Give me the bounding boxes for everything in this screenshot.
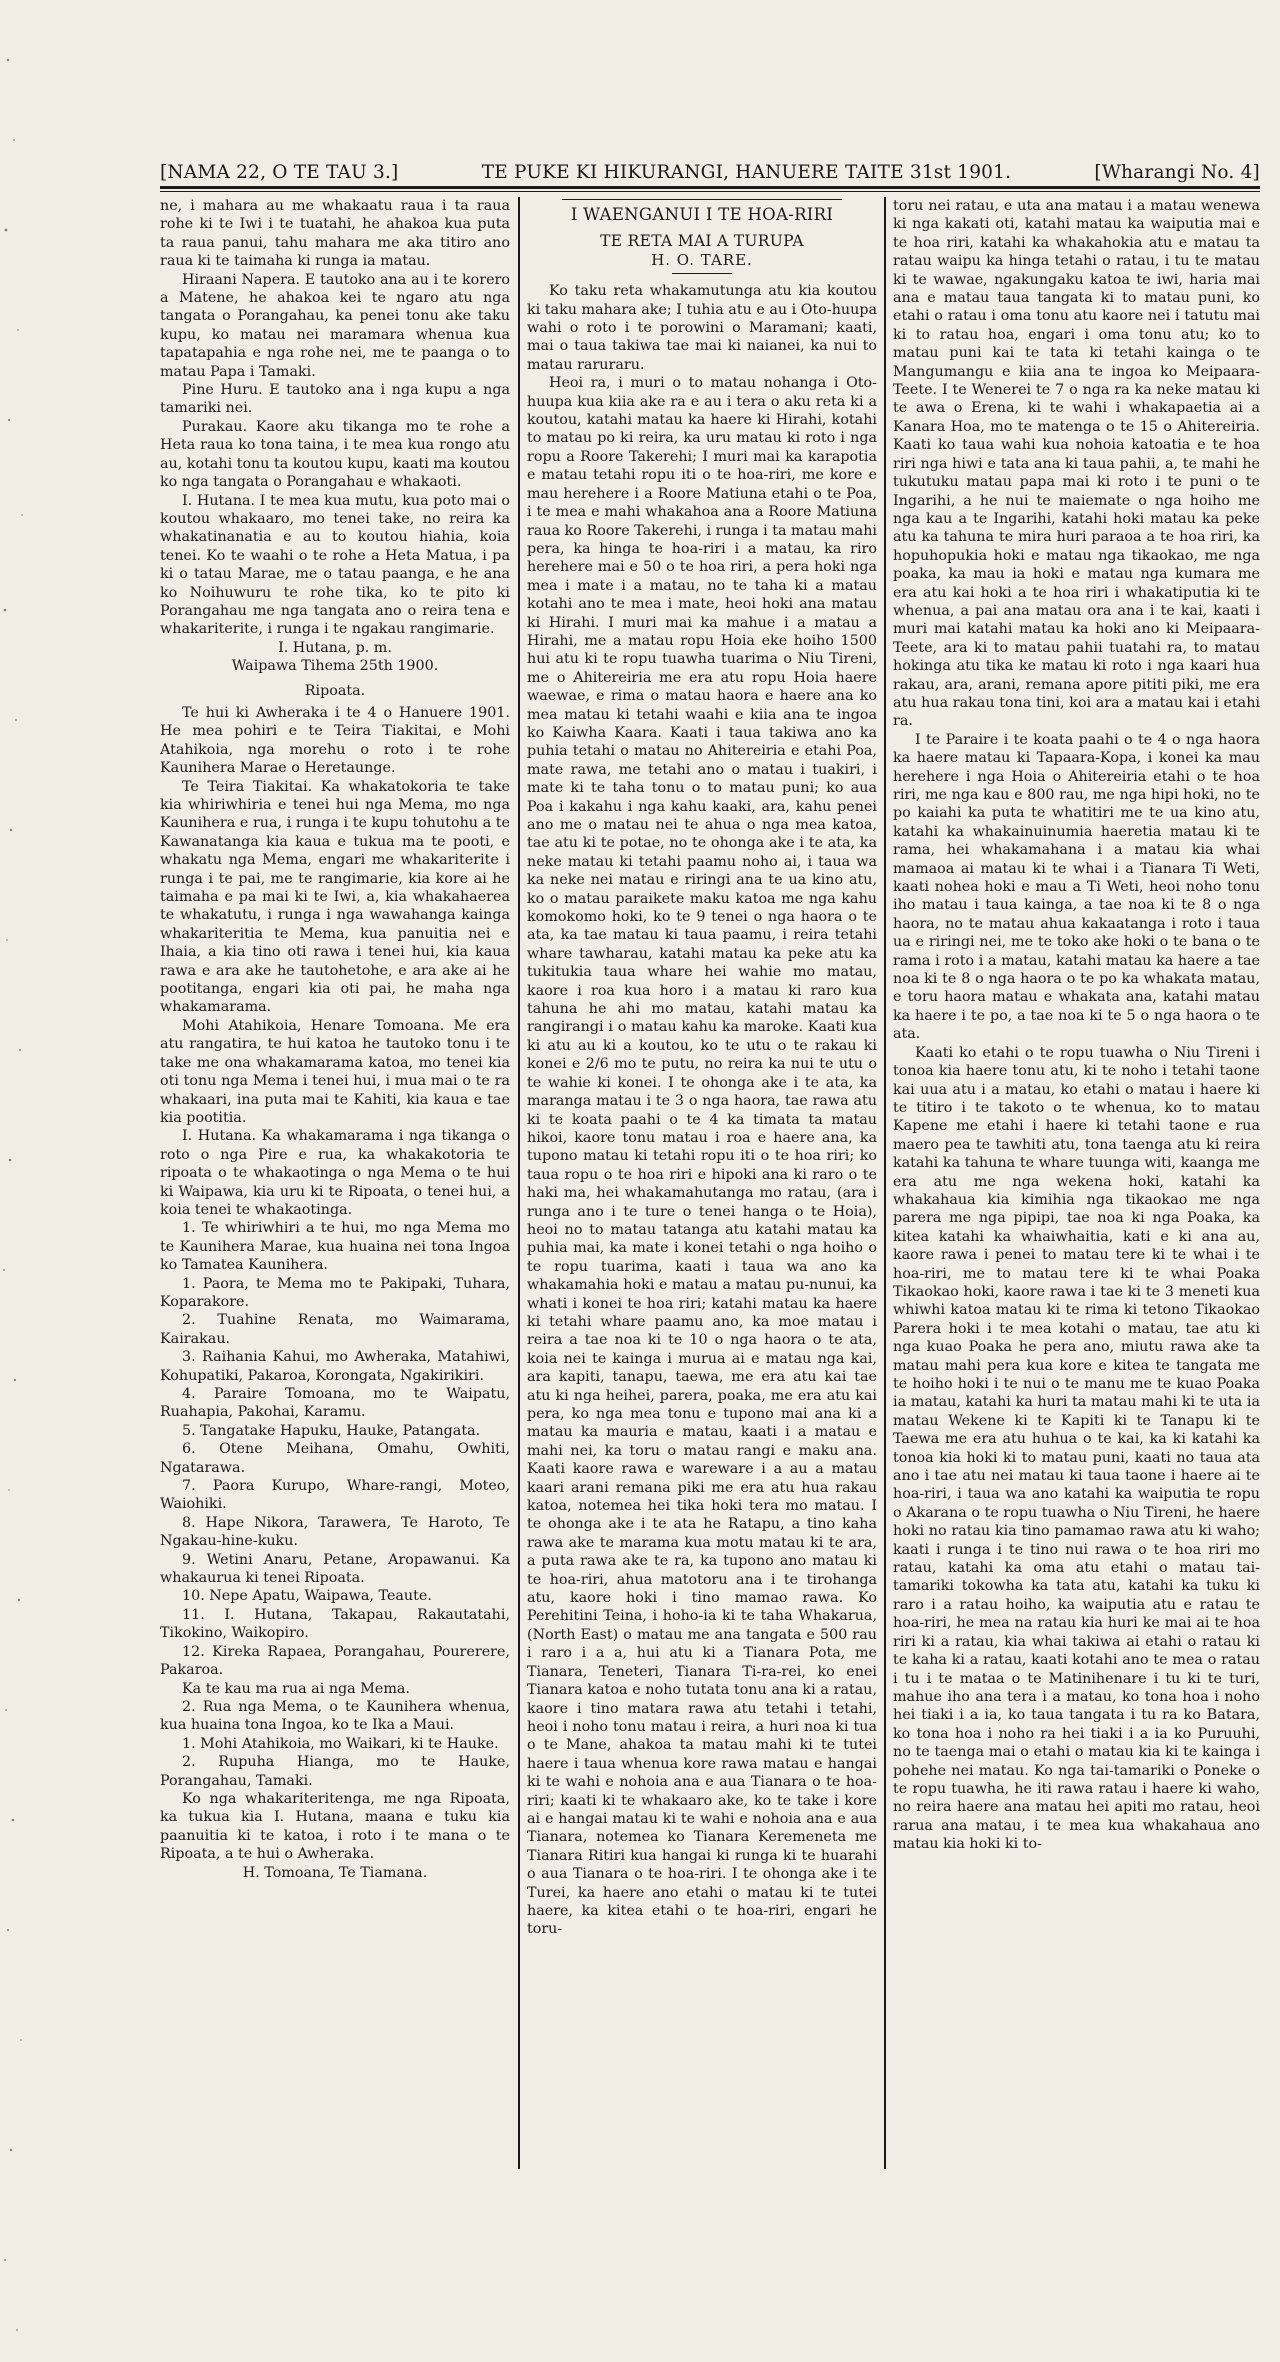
paper-title-date: TE PUKE KI HIKURANGI, HANUERE TAITE 31st 1901. [481,161,1012,183]
signature: H. Tomoana, Te Tiamana. [242,1864,428,1881]
article-paragraph: Ko taku reta whakamutunga atu kia koutou ki taku mahara ake; I tuhia atu e au i Oto-huupa wahi o roto i te porowini o Maramani; kaati, mai o taua takiwa tae mai ki naianei, ka nui to matau raruraru. [527,283,877,373]
list-item: 2. Tuahine Renata, mo Waimarama, Kairakau. [160,1312,510,1347]
column-divider [518,197,520,2169]
masthead [160,160,1260,184]
article-paragraph: Mohi Atahikoia, Henare Tomoana. Me era atu rangatira, te hui katoa he tautoko tonu i te take me ona whakamarama katoa, mo tenei kia oti tonu nga Mema i tenei hui, i mua mai o te ra whakaari, ina puta mai te Kahiti, kia kaua e tae kia pootitia. [160,1017,510,1126]
article-paragraph: Heoi ra, i muri o to matau nohanga i Oto-huupa kua kiia ake ra e au i tera o aku reta ki a koutou, katahi matau ka haere ki Hirahi, kotahi to matau po ki reira, ka uru matau ki roto i nga ropu a Roore Takerehi; I muri mai ka karapotia e matau tetahi ropu iti o te hoa-riri, me kore e mau herehere i a Roore Matiuna etahi o te Poa, i te mea e mahi whakahoa ana a Roore Matiuna raua ko Roore Takerehi, i runga i ta matau mahi pera, ka hinga te hoa-riri i a matau, ka riro herehere mai e 50 o te hoa riri, a pera hoki nga mea i mate i a matau, no te taha ki a matau kotahi ano te mea i mate, heoi hoki ana matau ki Hirahi. I muri mai ka mahue i a matau a Hirahi, me a matau ropu Hoia eke hoiho 1500 hui atu ki te ropu tuawha tuarima o Niu Tireni, me o Ahitereiria me era atu ropu Hoia haere waewae, e rima o matau haora e haere ana ko mea matau ki tetahi waahi e kiia ana te ingoa ko Kaiwha Kaara. Kaati i taua takiwa ano ka puhia tetahi o matau no Ahitereiria e etahi Poa, mate rawa, me tetahi ano o matau i tuakiri, i mate ki te taha tonu o to matau puni; ko aua Poa i kakahu i nga kahu kaaki, ara, kahu penei ano me o matau nei te ahua o nga mea katoa, tae atu ki te potae, no te ohonga ake i te ata, ka neke matau ki tetahi paamu noho ai, i taua wa ka neke nei matau e riringi ana te ua kino atu, ko o matau paraikete maku katoa me nga kahu komokomo hoki, ko te 9 tenei o nga haora o te ata, ka tae matau ki taua paamu, i reira tetahi whare tawharau, katahi matau ka peke atu ka tukitukia taua whare hei wahie mo matau, kaore i roa kua horo i a matau ki raro kua tahuna he ahi mo matau, katahi matau ka rangirangi i o matau kahu ka maroke. Kaati kua ki atu au ki a koutou, ko te utu o te rakau ki konei e 2/6 mo te putu, no reira ka nui te utu o te wahie ki konei. I te ohonga ake i te ata, ka maranga matau i te 3 o nga haora, tae rawa atu ki te koata paahi o te 4 ka timata ta matau hikoi, kaore tonu matau i roa e haere ana, ka tupono matau ki tetahi ropu iti o te hoa riri; ko taua ropu o te hoa riri e hipoki ana ki raro o te haki ma, hei whakamahutanga mo ratau, (ara i runga ano i te ture o tenei hanga o te Hoia), heoi no to matau tatanga atu katahi matau ka puhia mai, ka mate i konei tetahi o nga hoiho o te ropu tuarima, kaati i taua wa ano ka whakamahia hoki e matau a matau pu-nunui, ka whati i konei te hoa riri; katahi matau ka haere ki tetahi whare paamu ano, ka moe matau i reira a tae noa ki te 10 o nga haora o te ata, koia nei te kainga i murua ai e matau nga kai, ara kapiti, tanapu, taewa, me era atu kai tae atu ki nga heihei, parera, poaka, me era atu kai pera, ko nga mea tonu e tupono mai ana ki a matau ka mauria e matau, kaati i a matau e mahi nei, ka toru o matau rangi e maku ana. Kaati kaore rawa e wareware i a au a matau kaari arani remana piki me era atu hua rakau katoa, notemea hei tika hoki tera mo matau. I te ohonga ake i te ata he Ratapu, a tino kaha rawa ake te marama kua motu matau ki te ara, a puta rawa ake te ra, ka tupono ano matau ki te hoa-riri, ahua matotoru ana i te tirohanga atu, kaore hoki i tino mamao rawa. Ko Perehitini Teina, i hoho-ia ki te taha Whakarua, (North East) o matau me ana tangata e 500 rau i raro i a a, hui atu ki a Tianara Pota, me Tianara, Teneteri, Tianara Ti-ra-rei, ko enei Tianara katoa e noho tutata tonu ana ki a ratau, kaore i tino matara rawa atu tetahi i tetahi, heoi i noho tonu matau i reira, a huri noa ki tua o te Mane, ahakoa ta matau mahi ki te tutei haere i taua whenua kore rawa matau e hangai ki te wahi e nohoia ana e aua Tianara o te hoa-riri; kaati ki te whakaaro ake, ko te take i kore ai e hangai matau ki te wahi e nohoia ana e aua Tianara, notemea ko Tianara Keremeneta me Tianara Ritiri kua hangai ki runga ki te huarahi o aua Tianara o te hoa-riri. I te ohonga ake i te Turei, ka haere ano etahi o matau ki te tutei haere, ka kitea etahi o te hoa-riri, engari he toru- [527,375,877,1938]
article-paragraph: ne, i mahara au me whakaatu raua i ta raua rohe ki te Iwi i te tuatahi, he ahakoa kua puta ta raua panui, tahu mahara me aka titiro ano raua ki te taimaha ki runga ia matau. [160,198,510,270]
list-item: 12. Kireka Rapaea, Porangahau, Pourerere, Pakaroa. [160,1643,510,1679]
list-item: 2. Rupuha Hianga, mo te Hauke, Porangahau, Tamaki. [160,1754,510,1789]
masthead-rule [160,186,1260,189]
article-paragraph: I. Hutana. Ka whakamarama i nga tikanga o roto o nga Pire e rua, ka whakakotoria te ripoata o te whakaotinga o nga Mema o te hui ki Waipawa, kia uru ki te Ripoata, o tenei hui, a koia tenei te whakaotinga. [160,1128,510,1218]
article-title: TE RETA MAI A TURUPA [600,232,804,251]
list-item: 9. Wetini Anaru, Petane, Aropawanui. Ka whakaurua ki tenei Ripoata. [160,1551,510,1587]
masthead-rule-thin [160,191,1260,192]
page-edge-speckle [0,0,70,2362]
list-item: 4. Paraire Tomoana, mo te Waipatu, Ruahapia, Pakohai, Karamu. [160,1386,510,1421]
article-paragraph: I. Hutana. I te mea kua mutu, kua poto mai o koutou whakaaro, mo tenei take, no reira ka whakatinanatia e au to koutou hiahia, koia tenei. Ko te waahi o te rohe a Heta Matua, i pa ki o tatau Marae, me o tatau paanga, e he ana ko Noihuwuru te rohe tika, ko te pito ki Porangahau me nga tangata ano o reira tena e whakariterite, i runga i te ngakau rangimarie. [160,492,510,638]
list-intro: 1. Te whiriwhiri a te hui, mo nga Mema mo te Kaunihera Marae, kua huaina nei tona Ingoa ko Tamatea Kaunihera. [160,1220,510,1274]
signature-date: Waipawa Tihema 25th 1900. [231,658,439,675]
article-paragraph: Purakau. Kaore aku tikanga mo te rohe a Heta raua ko tona taina, i te mea kua rongo atu au, kotahi tonu ta koutou kupu, kaati ma koutou ko nga tangata o Porangahau e whakaoti. [160,418,510,491]
list-item: 10. Nepe Apatu, Waipawa, Teaute. [182,1588,432,1605]
list-item: 5. Tangatake Hapuku, Hauke, Patangata. [182,1422,481,1439]
article-paragraph: Hiraani Napera. E tautoko ana au i te korero a Matene, he ahakoa kei te ngaro atu nga tangata o Porangahau, ka penei tonu ake taku kupu, ko matau nei maramara whenua kua tapatapahia e nga rohe nei, me te paanga o to matau Papa i Tamaki. [160,271,510,380]
list-item: 3. Raihania Kahui, mo Awheraka, Matahiwi, Kohupatiki, Pakaroa, Korongata, Ngakirikiri. [160,1349,510,1384]
article-paragraph: Ko nga whakariteritenga, me nga Ripoata, ka tukua kia I. Hutana, maana e tuku kia paanuitia ki te katoa, i roto i te mana o te Ripoata, a te hui o Awheraka. [160,1790,510,1863]
article-paragraph: Te Teira Tiakitai. Ka whakatokoria te take kia whiriwhiria e tenei hui nga Mema, mo nga Kaunihera e rua, i runga i te kupu tohutohu a te Kawanatanga kia kaua e tukua ma te pooti, e whakatu nga Mema, engari me whakariterite i runga i te pai, me te rangimarie, kia kore ai he taimaha e pa mai ki te Iwi, a, kia whakahaerea te whakatutu, i runga i nga wawahanga kainga whakariteritia te Mema, kua panuitia nei e Ihaia, a kia tino oti rawa i tenei hui, kia kaua rawa e ara ake he tautohetohe, e ara ake ai he pootitanga, engari kia oti pai, he maha nga whakamarama. [160,778,510,1016]
list-item: 7. Paora Kurupo, Whare-rangi, Moteo, Waiohiki. [160,1478,510,1513]
article-paragraph: Pine Huru. E tautoko ana i nga kupu a nga tamariki nei. [160,382,510,417]
article-paragraph: Te hui ki Awheraka i te 4 o Hanuere 1901. He mea pohiri e te Teira Tiakitai, e Mohi Atahikoia, nga morehu o roto i te rohe Kaunihera Marae o Heretaunge. [160,704,510,777]
title-rule [672,273,732,274]
section-title: I WAENGANUI I TE HOA-RIRI [570,205,834,224]
section-heading: Ripoata. [304,682,366,699]
article-author: H. O. TARE. [651,250,753,269]
section-rule [562,199,842,200]
list-item: 8. Hape Nikora, Tarawera, Te Haroto, Te Ngakau-hine-kuku. [160,1514,510,1550]
article-paragraph: toru nei ratau, e uta ana matau i a matau wenewa ki nga kakati oti, katahi matau ka waiputia mai e te hoa riri, katahi ka whakahokia atu e matau ta ratau waipu ka hinga tetahi o ratau, i tu te matau ki te wawae, ngakungaku katoa te iwi, haria mai ana e matau taua tangata ki to matau puni, ko etahi o ratau i oma tonu atu kaore nei i tatutu mai ki to ratau hoa, engari i oma tonu atu; ko to matau puni kai te tata ki tetahi kainga o te Mangumangu e kiia ana te ingoa ko Meipaara-Teete. I te Wenerei te 7 o nga ra ka neke matau ki te awa o Erena, ki te wahi i whakapaetia ai a Kanara Hoa, mo te matenga o te 15 o Ahitereiria. Kaati ko taua wahi kua nohoia katoatia e te hoa riri nga hiwi e tata ana ki taua pahii, a, te mahi he tukutuku matau papa mai ki roto i te puni o te Ingarihi, a he nui te maiemate o nga hoiho me nga kau a te Ingarihi, katahi hoki matau ka peke atu ka tahuna te mira huri paraoa a te hoa riri, ka hopuhopukia hoki e matau nga tikaokao, me nga poaka, ka mau ia hoki e matau nga kumara me era atu kai hoki a te hoa riri i whakatiputia ki te whenua, a pai ana matau ora ana i te kai, kaati i muri mai katahi matau ka hoki ano ki Meipaara-Teete, ara ki to matau pahii tuatahi ra, to matau hokinga atu tika ke matau ki roto i nga kaari hua rakau, ara, arani, remana apore pititi piki, me era atu hua rakau tona tini, koi ara a matau kai i etahi ra. [893,198,1260,730]
article-paragraph: Kaati ko etahi o te ropu tuawha o Niu Tireni i tonoa kia haere tonu atu, ki te noho i tetahi taone kai uua atu i a matau, ko etahi o matau i haere ki te titiro i te takoto o te whenua, ko to matau Kapene me etahi i haere ki tetahi taone e rua maero pea te tawhiti atu, tona taenga atu ki reira katahi ka tahuna te whare tuunga witi, kaanga me era atu me nga wekena hoki, katahi ka whakahaua kia kimihia nga tikaokao me nga parera me nga pipipi, tae noa ki nga Poaka, ka kitea katahi ka whaiwhaitia, kati e ki ana au, kaore rawa i penei to matau tere ki te whai i te hoa-riri, me to matau tere ki te whai Poaka Tikaokao hoki, kaore rawa i tae ki te 3 meneti kua whiwhi katoa matau ki te rima ki tetono Tikaokao Parera hoki i te mea kotahi o matau, tae atu ki nga kuao Poaka he pera ano, miutu rawa ake ta matau mahi pera kua kore e kitea te tangata me te hoiho hoki i te nui o te manu me te kuao Poaka ia matau, katahi ka huri ta matau mahi ki te uta ia matau Wekene ki te Kapiti ki te Tanapu ki te Taewa me era atu huhua o te kai, ka ki katahi ka tonoa kia hoki ki to matau puni, kaati no taua ata ano i tae atu nei matau ki taua taone i haere ai te hoa-riri, i taua wa ano katahi ka waiputia te ropu o Akarana o te ropu tuawha o Niu Tireni, he haere hoki no ratau kia tino pamamao rawa atu ki waho; kaati i runga i te tino nui rawa o te hoa riri mo ratau, katahi ka oma atu etahi o matau tai-tamariki tokowha ka tata atu, katahi ka tuku ki raro i a ratau hoiho, ka waiputia atu e ratau te hoa-riri, he mea na ratau kia huri ke mai ai te hoa riri ki a ratau, kia whai takiwa ai etahi o ratau ki te kaha ki a ratau, kaati kotahi ano te mea o ratau i tu i te mataa o te Matinihenare i tu ki te turi, mahue iho ana tera i a matau, ko tona hoa i noho hei tiaki i a ia, ko taua tangata i tu ra ko Batara, ko tona hoa i noho ra hei tiaki i a ia ko Puruuhi, no te taenga mai o etahi o matau kia ki te kainga i pohehe nei matau. Ko nga tai-tamariki o Poneke o te ropu tuawha, he iti rawa ratau i haere ki waho, no reira haere ana matau hei apiti mo ratau, heoi rarua ana matau, i te mea kua whakahaua ano matau kia hoki ki to- [893,1044,1260,1853]
list-item: 11. I. Hutana, Takapau, Rakautatahi, Tikokino, Waikopiro. [160,1606,510,1642]
column-3 [893,197,1260,2317]
page-number: [Wharangi No. 4] [1094,161,1260,183]
column-1 [160,197,510,2317]
list-item: 1. Mohi Atahikoia, mo Waikari, ki te Hauke. [182,1735,499,1752]
column-2 [527,197,877,2317]
list-note: Ka te kau ma rua ai nga Mema. [182,1680,410,1697]
column-divider [884,197,886,2169]
issue-number: [NAMA 22, O TE TAU 3.] [160,161,399,183]
list-item: 6. Otene Meihana, Omahu, Owhiti, Ngatarawa. [160,1441,510,1476]
article-paragraph: I te Paraire i te koata paahi o te 4 o nga haora ka haere matau ki Tapaara-Kopa, i konei ka mau herehere i nga Hoia o Ahitereiria etahi o te hoa riri, me nga kau e 800 rau, me nga hipi hoki, no te po kaiahi ka puta te whatitiri me te ua kino atu, katahi ka whakainuinumia haeretia matau ki te rama, hei whakamahana i a matau kia whai mamaoa ai matau ki te whai i a Tianara Ti Weti, kaati nohea hoki e mau a Ti Weti, heoi noho tonu iho matau i taua kainga, a tae noa ki te 8 o nga haora, no te matau ahua kakaatanga i roto i taua ua e riringi nei, me te toko ake hoki o te bana o te rama i roto i a matau, katahi matau ka haere a tae noa ki te 8 o nga haora o te po ka whakata matau, e toru haora matau e whakata ana, katahi matau ka haere i te po, a tae noa ki te 5 o nga haora o te ata. [893,731,1260,1043]
signature: I. Hutana, p. m. [278,639,392,656]
list-item: 1. Paora, te Mema mo te Pakipaki, Tuhara, Koparakore. [160,1275,510,1310]
list-item: 2. Rua nga Mema, o te Kaunihera whenua, kua huaina tona Ingoa, ko te Ika a Maui. [160,1698,510,1734]
